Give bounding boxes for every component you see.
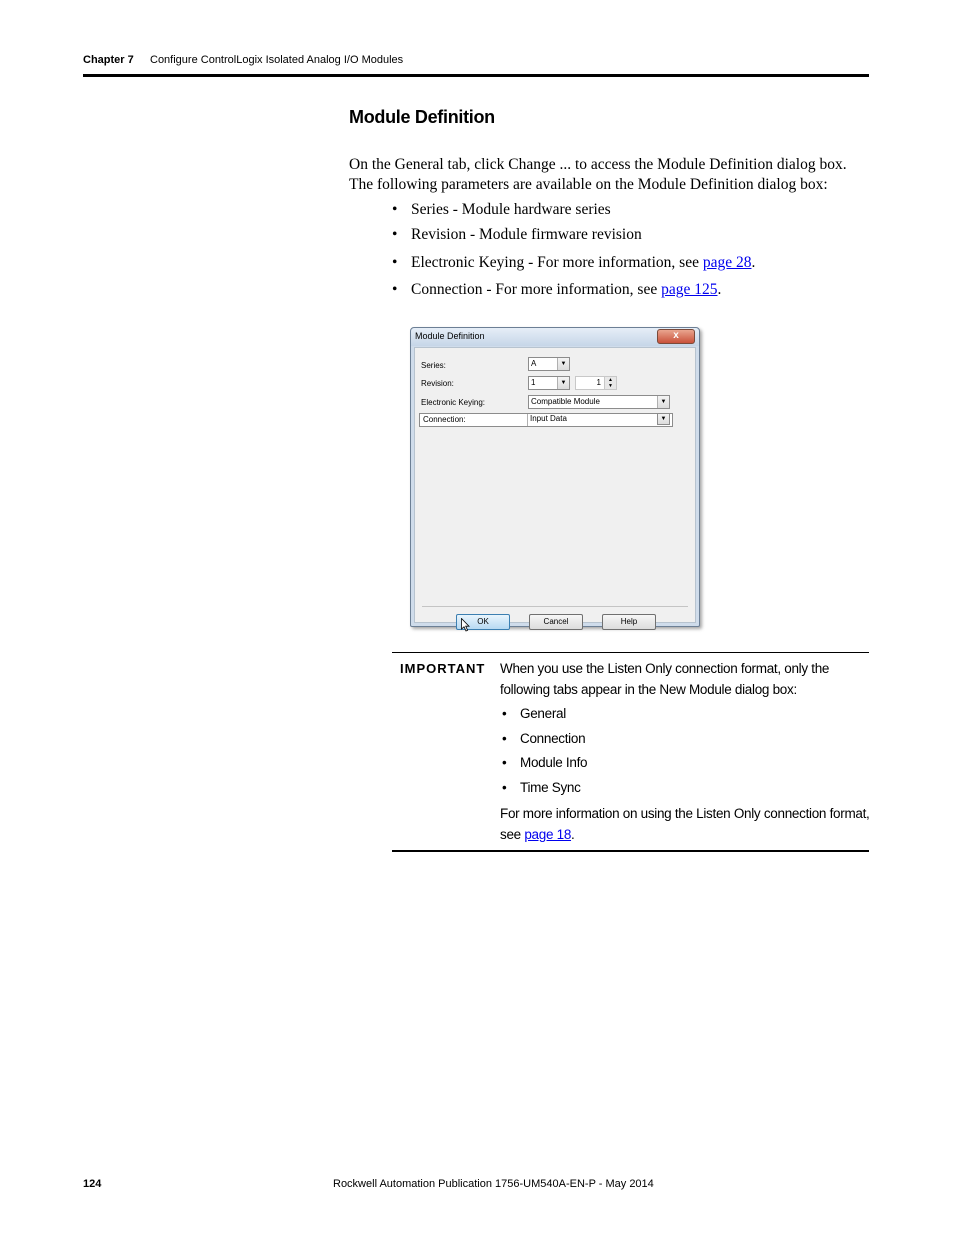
important-more-info (500, 803, 872, 845)
dialog-titlebar (411, 328, 699, 346)
spinner-arrows-icon: ▲ ▼ (604, 377, 616, 389)
close-icon[interactable]: x (657, 329, 695, 344)
module-definition-dialog (410, 327, 700, 627)
list-item (392, 280, 872, 300)
chevron-down-icon: ▼ (657, 396, 669, 408)
list-item (500, 704, 587, 729)
intro-line-1: On the General tab, click Change ... to access the Module Definition dialog box. (349, 156, 847, 173)
revision-minor-value: 1 (596, 378, 601, 387)
intro-paragraph (349, 155, 879, 195)
list-item (392, 200, 872, 220)
cancel-button[interactable]: Cancel (529, 614, 583, 630)
period: . (571, 827, 575, 842)
connection-select[interactable] (528, 413, 670, 425)
publication-footer: Rockwell Automation Publication 1756-UM540A-EN-P - May 2014 (333, 1178, 654, 1190)
list-item (392, 225, 872, 245)
connection-row (419, 413, 673, 427)
running-header-title: Configure ControlLogix Isolated Analog I/O Modules (150, 54, 404, 66)
revision-bullet: Revision - Module firmware revision (411, 226, 642, 243)
list-item (392, 253, 872, 273)
dialog-title: Module Definition (415, 331, 485, 341)
help-button[interactable]: Help (602, 614, 656, 630)
connection-label: Connection: (423, 415, 466, 424)
dialog-body (414, 347, 696, 626)
chevron-down-icon: ▼ (557, 377, 569, 389)
ok-button[interactable]: OK (456, 614, 510, 630)
series-select[interactable] (528, 357, 570, 371)
series-label: Series: (421, 361, 446, 370)
chapter-label: Chapter 7 (83, 54, 134, 66)
revision-major-select[interactable] (528, 376, 570, 390)
intro-line-2: The following parameters are available on the Module Definition dialog box: (349, 176, 828, 193)
revision-major-value: 1 (531, 378, 536, 387)
page-125-link[interactable]: page 125 (661, 281, 718, 298)
list-item (500, 753, 587, 778)
more-info-text: For more information on using the Listen Only connection format, see (500, 806, 870, 842)
chevron-down-icon: ▼ (657, 413, 670, 425)
revision-label: Revision: (421, 379, 454, 388)
revision-minor-spinner[interactable] (575, 376, 617, 390)
page-28-link[interactable]: page 28 (702, 254, 752, 271)
connection-value: Input Data (530, 414, 567, 423)
parameter-list (392, 200, 872, 300)
important-label: IMPORTANT (400, 661, 486, 676)
list-item (500, 778, 587, 803)
header-rule (83, 74, 869, 77)
listen-only-tabs-list (500, 704, 587, 802)
important-bottom-rule (392, 850, 869, 852)
list-item (500, 729, 587, 754)
chevron-down-icon: ▼ (557, 358, 569, 370)
page-18-link[interactable]: page 18 (524, 827, 572, 842)
section-title: Module Definition (349, 107, 495, 127)
period: . (751, 254, 756, 271)
mouse-pointer-icon (461, 618, 470, 632)
keying-label: Electronic Keying: (421, 398, 486, 407)
important-text: When you use the Listen Only connection format, only the following tabs appear in the New Module dialog box: (500, 661, 830, 697)
tab-connection: Connection (520, 730, 586, 746)
keying-bullet-text: Electronic Keying - For more information, see (411, 254, 703, 271)
tab-time-sync: Time Sync (520, 779, 581, 795)
series-value: A (531, 359, 537, 368)
connection-bullet-text: Connection - For more information, see (411, 281, 662, 298)
keying-select[interactable] (528, 395, 670, 409)
dialog-separator (422, 606, 688, 607)
keying-value: Compatible Module (531, 397, 600, 406)
important-top-rule (392, 652, 869, 653)
page-number: 124 (83, 1178, 102, 1190)
period: . (717, 281, 722, 298)
tab-general: General (520, 706, 566, 721)
tab-module-info: Module Info (520, 755, 588, 770)
series-bullet: Series - Module hardware series (411, 201, 611, 218)
